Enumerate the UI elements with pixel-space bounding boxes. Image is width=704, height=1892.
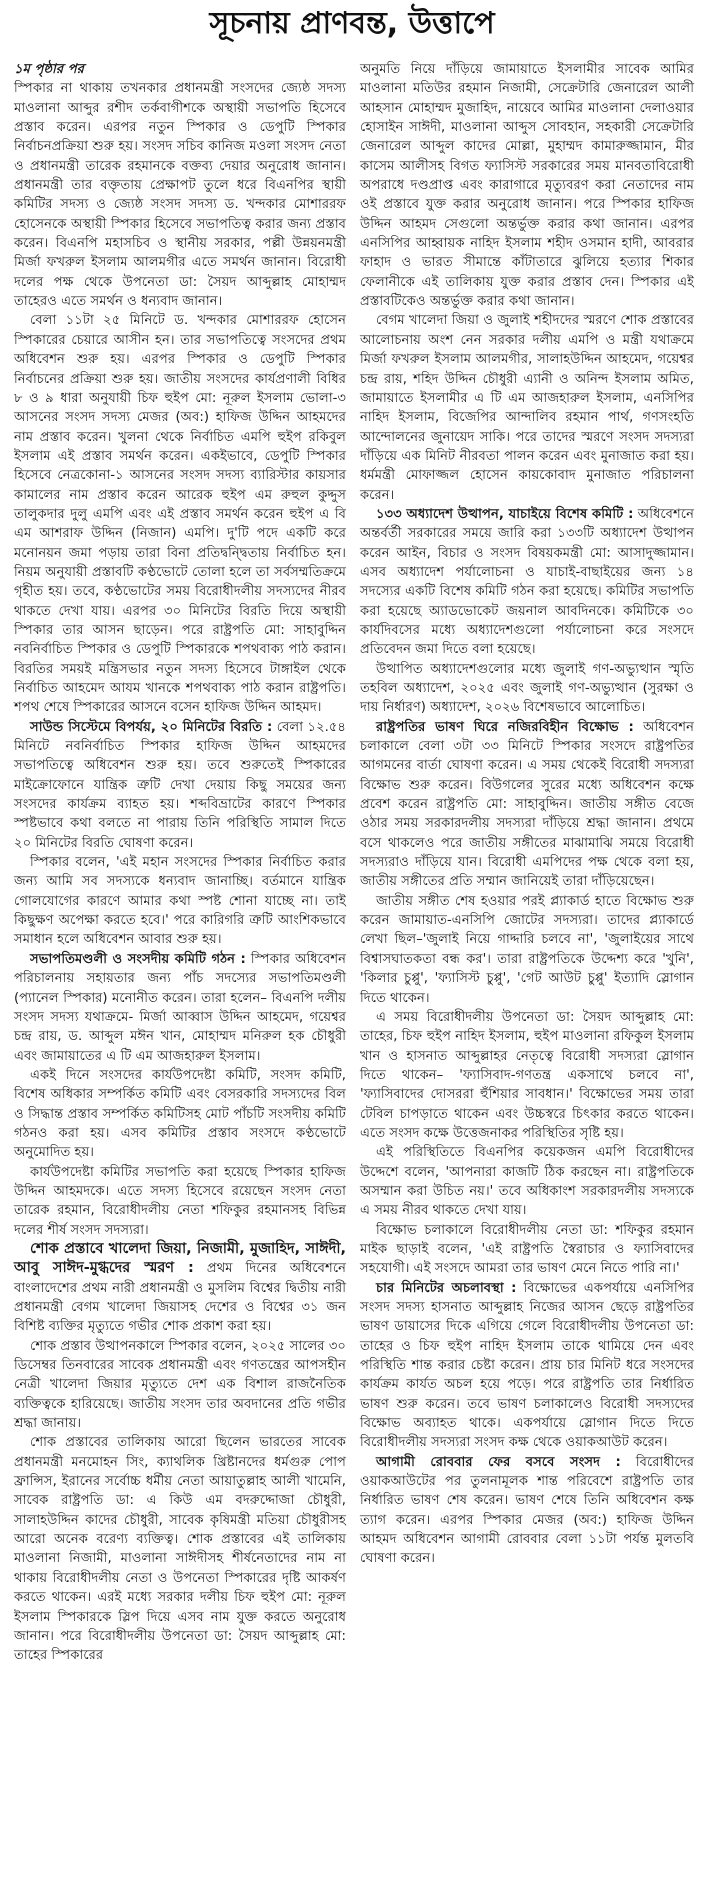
subheading: রাষ্ট্রপতির ভাষণ ঘিরে নজিরবিহীন বিক্ষোভ :: [376, 719, 634, 735]
paragraph-text: বেগম খালেদা জিয়া ও জুলাই শহীদদের স্মরণে শোক প্রস্তাবের আলোচনায় অংশ নেন সরকার দলীয় এমপি ও মন্ত্রী যথাক্রমে মির্জা ফখরুল ইসলাম আলমগীর, সালাহউদ্দিন আহমেদ, গয়েশ্বর চন্দ্র রায়, শহিদ উদ্দিন চৌধুরী এ্যানী ও অনিন্দ ইসলাম অমিত, জামায়াতে ইসলামীর এ টি এম আজহারুল ইসলাম, এনসিপির নাহিদ ইসলাম, বিজেপির আন্দালিব রহমান পার্থ, গণসংহতি আন্দোলনের জুনায়েদ সাকি। পরে তাদের স্মরণে সংসদ সদস্যরা দাঁড়িয়ে এক মিনিট নীরবতা পালন করেন এবং মুনাজাত করা হয়। ধর্মমন্ত্রী মোফাজ্জল হোসেন কায়কোবাদ মুনাজাত পরিচালনা করেন।: [360, 313, 694, 503]
subheading: আগামী রোববার ফের বসবে সংসদ :: [376, 1454, 621, 1470]
paragraph: [360, 1008, 694, 1143]
paragraph-text: এ সময় বিরোধীদলীয় উপনেতা ডা: সৈয়দ আব্দুল্লাহ মো: তাহের, চিফ হুইপ নাহিদ ইসলাম, হুইপ মাওলানা রফিকুল ইসলাম খান ও হাসনাত আব্দুল্লাহর নেতৃত্বে বিরোধী সদস্যরা স্লোগান দিতে থাকেন– 'ফ্যাসিবাদ-গণতন্ত্র একসাথে চলবে না', 'ফ্যাসিবাদের দোসররা হুঁশিয়ার সাবধান।' বিক্ষোভের সময় তারা টেবিল চাপড়াতে থাকেন এবং উচ্চস্বরে চিৎকার করতে থাকেন। এতে সংসদ কক্ষে উত্তেজনাকর পরিস্থিতির সৃষ্টি হয়।: [360, 1009, 694, 1141]
paragraph-text: অধিবেশন চলাকালে বেলা ৩টা ৩৩ মিনিটে স্পিকার সংসদে রাষ্ট্রপতির আগমনের বার্তা ঘোষণা করেন। এ সময় থেকেই বিরোধী সদস্যরা বিক্ষোভ শুরু করেন। বিউগলের সুরের মধ্যে অধিবেশন কক্ষে প্রবেশ করেন রাষ্ট্রপতি মো: সাহাবুদ্দিন। জাতীয় সঙ্গীত বেজে ওঠার সময় সরকারদলীয় সদস্যরা দাঁড়িয়ে শ্রদ্ধা জানান। প্রথমে বসে থাকলেও পরে জাতীয় সঙ্গীতের মাঝামাঝি সময়ে বিরোধী সদস্যরাও দাঁড়িয়ে যান। বিরোধী এমপিদের পক্ষ থেকে বলা হয়, জাতীয় সঙ্গীতের প্রতি সম্মান জানিয়েই তারা দাঁড়িয়েছেন।: [360, 719, 694, 890]
paragraph: [360, 892, 694, 1008]
right-column: [360, 60, 694, 1569]
subheading: সভাপতিমণ্ডলী ও সংসদীয় কমিটি গঠন :: [30, 951, 246, 967]
paragraph: [14, 718, 346, 853]
paragraph: [360, 311, 694, 504]
paragraph: [360, 505, 694, 660]
subheading: শোক প্রস্তাবে খালেদা জিয়া, নিজামী, মুজাহিদ, সাঈদী, আবু সাঈদ-মুগ্ধদের স্মরণ :: [14, 1240, 346, 1277]
paragraph-text: শোক প্রস্তাবের তালিকায় আরো ছিলেন ভারতের সাবেক প্রধানমন্ত্রী মনমোহন সিং, ক্যাথলিক খ্রিষ্টানদের ধর্মগুরু পোপ ফ্রান্সিস, ইরানের সর্বোচ্চ ধর্মীয় নেতা আয়াতুল্লাহ আলী খামেনি, সাবেক রাষ্ট্রপতি ডা: এ কিউ এম বদরুদ্দোজা চৌধুরী, সালাহউদ্দিন কাদের চৌধুরী, সাবেক কৃষিমন্ত্রী মতিয়া চৌধুরীসহ আরো অনেক বরেণ্য ব্যক্তিত্ব। শোক প্রস্তাবের এই তালিকায় মাওলানা নিজামী, মাওলানা সাঈদীসহ শীর্ষনেতাদের নাম না থাকায় বিরোধীদলীয় নেতা ও উপনেতা স্পিকারের দৃষ্টি আকর্ষণ করতে থাকেন। এরই মধ্যে সরকার দলীয় চিফ হুইপ মো: নূরুল ইসলাম স্পিকারকে স্লিপ দিয়ে এসব নাম যুক্ত করতে অনুরোধ জানান। পরে বিরোধীদলীয় উপনেতা ডা: সৈয়দ আব্দুল্লাহ মো: তাহের স্পিকারের: [14, 1435, 346, 1664]
paragraph-text: বিরোধীদের ওয়াকআউটের পর তুলনামূলক শান্ত পরিবেশে রাষ্ট্রপতি তার নির্ধারিত ভাষণ শেষ করেন। ভাষণ শেষে তিনি অধিবেশন কক্ষ ত্যাগ করেন। এরপর স্পিকার মেজর (অব:) হাফিজ উদ্দিন আহমদ অধিবেশন আগামী রোববার বেলা ১১টা পর্যন্ত মুলতবি ঘোষণা করেন।: [360, 1454, 694, 1567]
paragraph: [14, 1240, 346, 1337]
paragraph-text: এই পরিস্থিতিতে বিএনপির কয়েকজন এমপি বিরোধীদের উদ্দেশে বলেন, 'আপনারা কাজটি ঠিক করছেন না। রাষ্ট্রপতিকে অসম্মান করা উচিত নয়।' তবে অধিকাংশ সরকারদলীয় সদস্যকে এ সময় নীরব থাকতে দেখা যায়।: [360, 1145, 694, 1219]
paragraph: [360, 718, 694, 892]
left-column: [14, 60, 346, 1666]
paragraph: [14, 1433, 346, 1665]
continued-from-label: ১ম পৃষ্ঠার পর: [14, 62, 84, 77]
left-paragraphs: [14, 79, 346, 1665]
paragraph-text: স্পিকার না থাকায় তখনকার প্রধানমন্ত্রী সংসদের জ্যেষ্ঠ সদস্য মাওলানা আব্দুর রশীদ তর্কবাগীশকে অস্থায়ী সভাপতি হিসেবে প্রস্তাব করেন। এরপর নতুন স্পিকার ও ডেপুটি স্পিকার নির্বাচনপ্রক্রিয়া শুরু হয়। সংসদ সচিব কানিজ মওলা সংসদ নেতা ও প্রধানমন্ত্রী তারেক রহমানকে বক্তব্য দেয়ার অনুরোধ জানান। প্রধানমন্ত্রী তার বক্তৃতায় প্রেক্ষাপট তুলে ধরে বিএনপির স্থায়ী কমিটির সদস্য ও জ্যেষ্ঠ সংসদ সদস্য ড. খন্দকার মোশাররফ হোসেনকে অস্থায়ী স্পিকার হিসেবে সভাপতিত্ব করার জন্য প্রস্তাব করেন। বিএনপি মহাসচিব ও স্থানীয় সরকার, পল্লী উন্নয়নমন্ত্রী মির্জা ফখরুল ইসলাম আলমগীর এতে সমর্থন জানান। বিরোধী দলের পক্ষ থেকে উপনেতা ডা: সৈয়দ আব্দুল্লাহ মোহাম্মদ তাহেরও এতে সমর্থন ও ধন্যবাদ জানান।: [14, 81, 346, 310]
paragraph: [360, 1143, 694, 1220]
paragraph: [360, 1221, 694, 1279]
paragraph-text: বেলা ১১টা ২৫ মিনিটে ড. খন্দকার মোশাররফ হোসেন স্পিকারের চেয়ারে আসীন হন। তার সভাপতিত্বে সংসদের প্রথম অধিবেশন শুরু হয়। এরপর স্পিকার ও ডেপুটি স্পিকার নির্বাচনের প্রক্রিয়া শুরু হয়। জাতীয় সংসদের কার্যপ্রণালী বিধির ৮ ও ৯ ধারা অনুযায়ী চিফ হুইপ মো: নূরুল ইসলাম ভোলা-৩ আসনের সংসদ সদস্য মেজর (অব:) হাফিজ উদ্দিন আহমদের নাম প্রস্তাব করেন। খুলনা থেকে নির্বাচিত এমপি হুইপ রকিবুল ইসলাম এই প্রস্তাব সমর্থন করেন। একইভাবে, ডেপুটি স্পিকার হিসেবে নেত্রকোনা-১ আসনের সংসদ সদস্য ব্যারিস্টার কায়সার কামালের নাম প্রস্তাব করেন আরেক হুইপ এম রুহুল কুদ্দুস তালুকদার দুলু এমপি এবং এই প্রস্তাব সমর্থন করেন হুইপ এ বি এম আশরাফ উদ্দিন (নিজান) এমপি। দু'টি পদে একটি করে মনোনয়ন জমা পড়ায় তারা বিনা প্রতিদ্বন্দ্বিতায় নির্বাচিত হন। নিয়ম অনুযায়ী প্রস্তাবটি কণ্ঠভোটে তোলা হলে তা সর্বসম্মতিক্রমে গৃহীত হয়। তবে, কণ্ঠভোটের সময় বিরোধীদলীয় সদস্যদের নীরব থাকতে দেখা যায়। এরপর ৩০ মিনিটের বিরতি দিয়ে অস্থায়ী স্পিকার তার আসন ছাড়েন। পরে রাষ্ট্রপতি মো: সাহাবুদ্দিন নবনির্বাচিত স্পিকার ও ডেপুটি স্পিকারকে শপথবাক্য পাঠ করান। বিরতির সময়ই মন্ত্রিসভার নতুন সদস্য হিসেবে টাঙ্গাইল থেকে নির্বাচিত আহমেদ আযম খানকে শপথবাক্য পাঠ করান রাষ্ট্রপতি। শপথ শেষে স্পিকারের আসনে বসেন হাফিজ উদ্দিন আহমদ।: [14, 313, 346, 716]
paragraph: [14, 853, 346, 950]
paragraph: [14, 950, 346, 1066]
paragraph-text: জাতীয় সঙ্গীত শেষ হওয়ার পরই প্ল্যাকার্ড হাতে বিক্ষোভ শুরু করেন জামায়াত-এনসিপি জোটের সদস্যরা। তাদের প্ল্যাকার্ডে লেখা ছিল–'জুলাই নিয়ে গাদ্দারি চলবে না', 'জুলাইয়ের সাথে বিশ্বাসঘাতকতা বন্ধ কর'। তারা রাষ্ট্রপতিকে উদ্দেশ্য করে 'খুনি', 'কিলার চুপ্পু', 'ফ্যাসিস্ট চুপ্পু', 'গেট আউট চুপ্পু' ইত্যাদি স্লোগান দিতে থাকেন।: [360, 893, 694, 1006]
subheading: চার মিনিটের অচলাবস্থা :: [376, 1280, 517, 1296]
paragraph-text: একই দিনে সংসদের কার্যউপদেষ্টা কমিটি, সংসদ কমিটি, বিশেষ অধিকার সম্পর্কিত কমিটি এবং বেসরকারি সদস্যদের বিল ও সিদ্ধান্ত প্রস্তাব সম্পর্কিত কমিটিসহ মোট পাঁচটি সংসদীয় কমিটি গঠনও করা হয়। এসব কমিটির প্রস্তাব সংসদে কণ্ঠভোটে অনুমোদিত হয়।: [14, 1067, 346, 1161]
paragraph: [360, 60, 694, 311]
paragraph-text: বিক্ষোভ চলাকালে বিরোধীদলীয় নেতা ডা: শফিকুর রহমান মাইক ছাড়াই বলেন, 'এই রাষ্ট্রপতি স্বৈরাচার ও ফ্যাসিবাদের সহযোগী। এই সংসদে আমরা তার ভাষণ মেনে নিতে পারি না।': [360, 1222, 694, 1277]
paragraph-text: অনুমতি নিয়ে দাঁড়িয়ে জামায়াতে ইসলামীর সাবেক আমির মাওলানা মতিউর রহমান নিজামী, সেক্রেটারি জেনারেল আলী আহসান মোহাম্মদ মুজাহিদ, নায়েবে আমির মাওলানা দেলাওয়ার হোসাইন সাঈদী, মাওলানা আব্দুস সোবহান, সহকারী সেক্রেটারি জেনারেল আব্দুল কাদের মোল্লা, মুহাম্মদ কামারুজ্জামান, মীর কাসেম আলীসহ বিগত ফ্যাসিস্ট সরকারের সময় মানবতাবিরোধী অপরাধে দণ্ডপ্রাপ্ত এবং কারাগারে মৃত্যুবরণ করা নেতাদের নাম ওই প্রস্তাবে যুক্ত করার অনুরোধ জানান। পরে স্পিকার হাফিজ উদ্দিন আহমদ সেগুলো অন্তর্ভুক্ত করার কথা জানান। এরপর এনসিপির আহ্বায়ক নাহিদ ইসলাম শহীদ ওসমান হাদী, আবরার ফাহাদ ও ভারত সীমান্তে কাঁটাতারে ঝুলিয়ে হত্যার শিকার ফেলানীকে এই তালিকায় যুক্ত করার প্রস্তাব দেন। স্পিকার এই প্রস্তাবটিকেও অন্তর্ভুক্ত করার কথা জানান।: [360, 62, 694, 310]
paragraph: [360, 1453, 694, 1569]
right-paragraphs: [360, 60, 694, 1569]
paragraph: [14, 79, 346, 311]
paragraph-text: উত্থাপিত অধ্যাদেশগুলোর মধ্যে জুলাই গণ-অভ্যুত্থান স্মৃতি তহবিল অধ্যাদেশ, ২০২৫ এবং জুলাই গণ-অভ্যুত্থান (সুরক্ষা ও দায় নির্ধারণ) অধ্যাদেশ, ২০২৬ বিশেষভাবে আলোচিত।: [360, 661, 694, 716]
paragraph-text: বেলা ১২.৫৪ মিনিটে নবনির্বাচিত স্পিকার হাফিজ উদ্দিন আহমদের সভাপতিত্বে অধিবেশন শুরু হয়। তবে শুরুতেই স্পিকারের মাইক্রোফোনে যান্ত্রিক ত্রুটি দেখা দেয়ায় কিছু সময়ের জন্য সংসদের কার্যক্রম ব্যাহত হয়। শব্দবিভ্রাটের কারণে স্পিকার স্পষ্টভাবে কথা বলতে না পারায় তিনি পরিস্থিতি সামাল দিতে ২০ মিনিটের বিরতি ঘোষণা করেন।: [14, 719, 346, 851]
paragraph-text: অধিবেশনে অন্তর্বর্তী সরকারের সময়ে জারি করা ১৩৩টি অধ্যাদেশ উত্থাপন করেন আইন, বিচার ও সংসদ বিষয়কমন্ত্রী মো: আসাদুজ্জামান। এসব অধ্যাদেশ পর্যালোচনা ও যাচাই-বাছাইয়ের জন্য ১৪ সদস্যের একটি বিশেষ কমিটি গঠন করা হয়েছে। কমিটির সভাপতি করা হয়েছে অ্যাডভোকেট জয়নাল আবদিনকে। কমিটিকে ৩০ কার্যদিবসের মধ্যে অধ্যাদেশগুলো পর্যালোচনা করে সংসদে প্রতিবেদন জমা দিতে বলা হয়েছে।: [360, 506, 694, 658]
paragraph-text: স্পিকার বলেন, 'এই মহান সংসদের স্পিকার নির্বাচিত করার জন্য আমি সব সদস্যকে ধন্যবাদ জানাচ্ছি। বর্তমানে যান্ত্রিক গোলযোগের কারণে আমার কথা স্পষ্ট শোনা যাচ্ছে না। তাই কিছুক্ষণ অপেক্ষা করতে হবে।' পরে কারিগরি ত্রুটি আংশিকভাবে সমাধান হলে অধিবেশন আবার শুরু হয়।: [14, 855, 346, 948]
paragraph: [360, 660, 694, 718]
paragraph-text: শোক প্রস্তাব উত্থাপনকালে স্পিকার বলেন, ২০২৫ সালের ৩০ ডিসেম্বর তিনবারের সাবেক প্রধানমন্ত্রী এবং গণতন্ত্রের আপসহীন নেত্রী খালেদা জিয়ার মৃত্যুতে দেশ এক বিশাল রাজনৈতিক ব্যক্তিত্বকে হারিয়েছে। জাতীয় সংসদ তার অবদানের প্রতি গভীর শ্রদ্ধা জানায়।: [14, 1338, 346, 1432]
paragraph-text: প্রথম দিনের অধিবেশনে বাংলাদেশের প্রথম নারী প্রধানমন্ত্রী ও মুসলিম বিশ্বের দ্বিতীয় নারী প্রধানমন্ত্রী বেগম খালেদা জিয়াসহ দেশের ও বিশ্বের ৩১ জন বিশিষ্ট ব্যক্তির মৃত্যুতে গভীর শোক প্রকাশ করা হয়।: [14, 1261, 346, 1335]
paragraph: [360, 1279, 694, 1453]
subheading: সাউন্ড সিস্টেমে বিপর্যয়, ২০ মিনিটের বিরতি :: [30, 719, 273, 735]
paragraph: [14, 1066, 346, 1163]
paragraph: [14, 1337, 346, 1434]
subheading: ১৩৩ অধ্যাদেশ উত্থাপন, যাচাইয়ে বিশেষ কমিটি :: [376, 506, 634, 522]
paragraph-text: কার্যউপদেষ্টা কমিটির সভাপতি করা হয়েছে স্পিকার হাফিজ উদ্দিন আহমদকে। এতে সদস্য হিসেবে রয়েছেন সংসদ নেতা তারেক রহমান, বিরোধীদলীয় নেতা শফিকুর রহমানসহ বিভিন্ন দলের শীর্ষ সংসদ সদস্যরা।: [14, 1164, 346, 1238]
paragraph-text: স্পিকার অধিবেশন পরিচালনায় সহায়তার জন্য পাঁচ সদস্যের সভাপতিমণ্ডলী (প্যানেল স্পিকার) মনোনীত করেন। তারা হলেন– বিএনপি দলীয় সংসদ সদস্য যথাক্রমে- মির্জা আব্বাস উদ্দিন আহমেদ, গয়েশ্বর চন্দ্র রায়, ড. আব্দুল মঈন খান, মোহাম্মদ মনিরুল হক চৌধুরী এবং জামায়াতের এ টি এম আজহারুল ইসলাম।: [14, 951, 346, 1064]
paragraph: [14, 1163, 346, 1240]
paragraph-text: বিক্ষোভের একপর্যায়ে এনসিপির সংসদ সদস্য হাসনাত আব্দুল্লাহ নিজের আসন ছেড়ে রাষ্ট্রপতির ভাষণ ডায়াসের দিকে এগিয়ে গেলে বিরোধীদলীয় উপনেতা ডা: তাহের ও চিফ হুইপ নাহিদ ইসলাম তাকে থামিয়ে দেন এবং পরিস্থিতি শান্ত করার চেষ্টা করেন। প্রায় চার মিনিট ধরে সংসদের কার্যক্রম কার্যত অচল হয়ে পড়ে। পরে রাষ্ট্রপতি তার নির্ধারিত ভাষণ শুরু করেন। তবে ভাষণ চলাকালেও বিরোধী সদস্যদের বিক্ষোভ অব্যাহত থাকে। একপর্যায়ে স্লোগান দিতে দিতে বিরোধীদলীয় সদস্যরা সংসদ কক্ষ থেকে ওয়াকআউট করেন।: [360, 1280, 694, 1451]
paragraph: [14, 311, 346, 717]
headline: সূচনায় প্রাণবন্ত, উত্তাপে: [209, 6, 495, 41]
